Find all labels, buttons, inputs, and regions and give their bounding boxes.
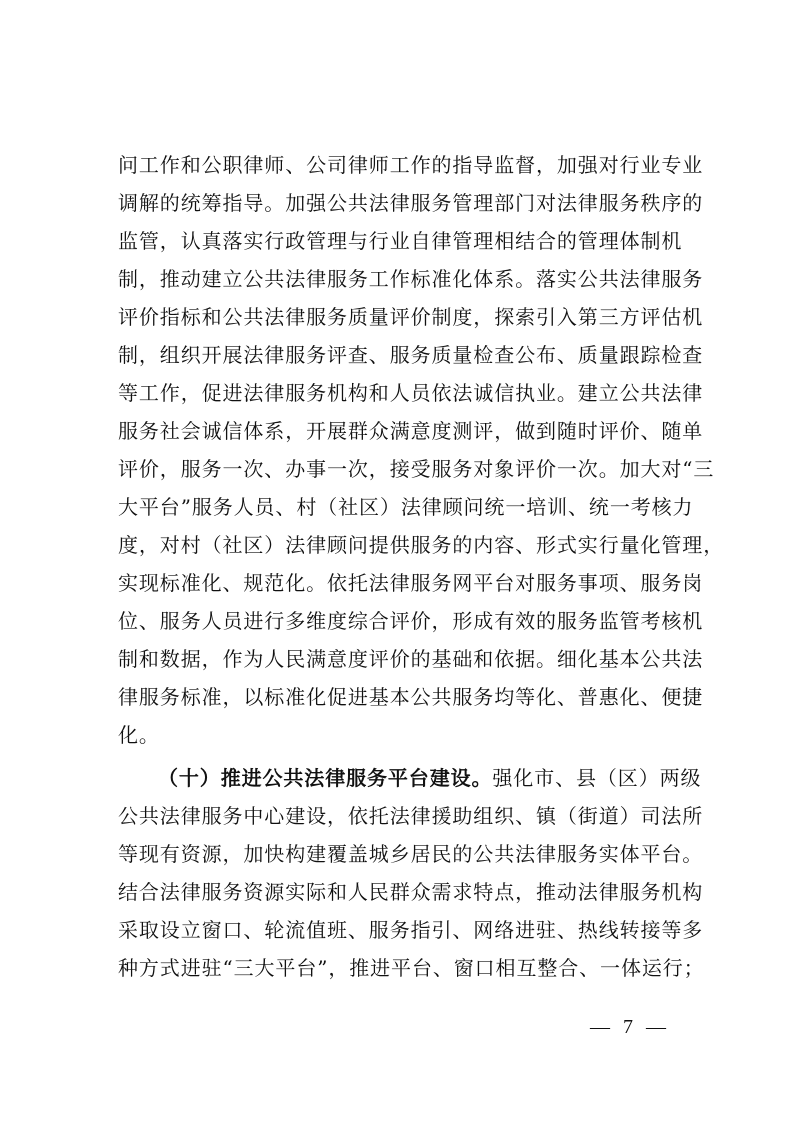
text-line: 监管，认真落实行政管理与行业自律管理相结合的管理体制机 (118, 229, 683, 253)
text-line: 种方式进驻“三大平台”，推进平台、窗口相互整合、一体运行； (118, 956, 705, 980)
text-line: 律服务标准，以标准化促进基本公共服务均等化、普惠化、便捷 (118, 685, 704, 709)
text-line: 问工作和公职律师、公司律师工作的指导监督，加强对行业专业 (118, 153, 704, 177)
text-line: 制，推动建立公共法律服务工作标准化体系。落实公共法律服务 (118, 267, 704, 291)
text-line: 评价，服务一次、办事一次，接受服务对象评价一次。加大对“三 (118, 457, 715, 481)
section-heading: （十）推进公共法律服务平台建设。 (158, 766, 493, 790)
text-line: 化。 (118, 723, 160, 747)
text-line: 服务社会诚信体系，开展群众满意度测评，做到随时评价、随单 (118, 419, 704, 443)
text-span: 强化市、县（区）两级 (492, 766, 702, 790)
text-line: 采取设立窗口、轮流值班、服务指引、网络进驻、热线转接等多 (118, 918, 704, 942)
text-line: 调解的统筹指导。加强公共法律服务管理部门对法律服务秩序的 (118, 191, 704, 215)
text-line: 位、服务人员进行多维度综合评价，形成有效的服务监管考核机 (118, 609, 704, 633)
section-heading-line (158, 765, 702, 791)
text-line: 实现标准化、规范化。依托法律服务网平台对服务事项、服务岗 (118, 571, 704, 595)
text-line: 结合法律服务资源实际和人民群众需求特点，推动法律服务机构 (118, 880, 704, 904)
text-line: 度，对村（社区）法律顾问提供服务的内容、形式实行量化管理， (118, 533, 725, 557)
text-line: 大平台”服务人员、村（社区）法律顾问统一培训、统一考核力 (118, 495, 694, 519)
text-line: 制和数据，作为人民满意度评价的基础和依据。细化基本公共法 (118, 647, 704, 671)
text-line: 等工作，促进法律服务机构和人员依法诚信执业。建立公共法律 (118, 381, 704, 405)
text-line: 制，组织开展法律服务评查、服务质量检查公布、质量跟踪检查 (118, 343, 704, 367)
text-line: 等现有资源，加快构建覆盖城乡居民的公共法律服务实体平台。 (118, 842, 704, 866)
page-number: — 7 — (590, 1016, 670, 1038)
text-line: 公共法律服务中心建设，依托法律援助组织、镇（街道）司法所 (118, 804, 704, 828)
text-line: 评价指标和公共法律服务质量评价制度，探索引入第三方评估机 (118, 305, 704, 329)
